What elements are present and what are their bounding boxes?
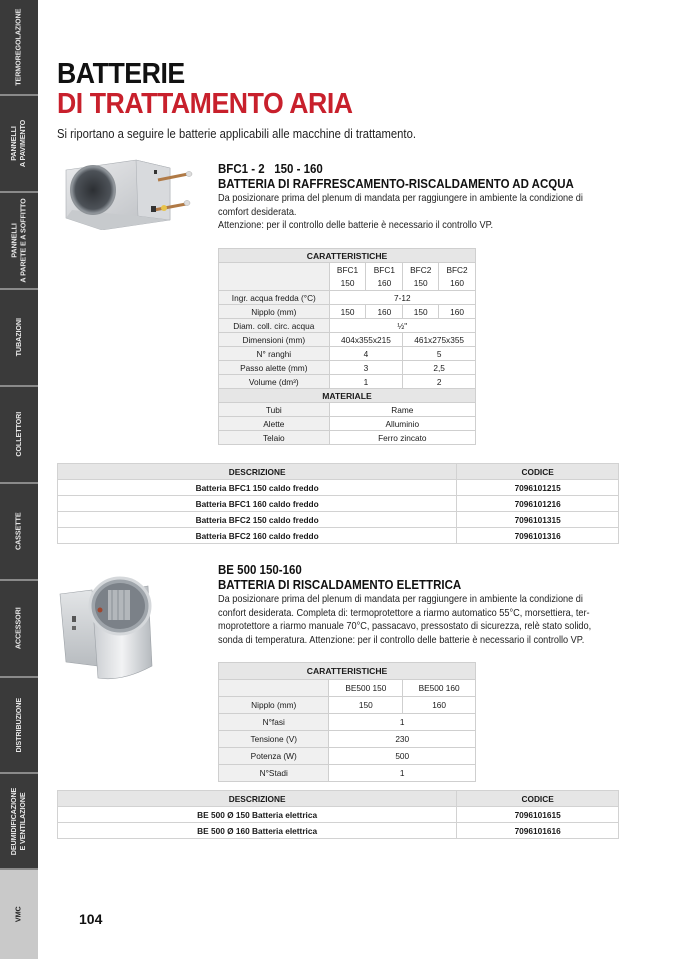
sidebar-tab-line: COLLETTORI	[13, 412, 23, 457]
spec-row-label: Passo alette (mm)	[219, 361, 330, 375]
codes-row-description: Batteria BFC2 160 caldo freddo	[58, 528, 457, 544]
material-row	[219, 431, 476, 445]
sidebar-tab-label	[15, 8, 24, 85]
page-number: 104	[79, 911, 103, 927]
sidebar-tab-deumidificazione[interactable]	[0, 774, 38, 870]
spec-table-corner	[219, 263, 330, 291]
sidebar-tab-cassette[interactable]	[0, 484, 38, 581]
product2-description-line: moprotettore a riarmo manuale 70°C, passacavo, pressostato di sicurezza, relè stato solido,	[218, 621, 592, 632]
sidebar-tab-line: CASSETTE	[13, 512, 23, 551]
product1-name: BATTERIA DI RAFFRESCAMENTO-RISCALDAMENTO AD ACQUA	[218, 177, 574, 191]
spec-column-header	[329, 263, 366, 291]
product2-description-line: confort desiderata. Completa di: termoprotettore a riarmo automatico 55°C, morsettiera, ter-	[218, 607, 590, 619]
electric-heater-image	[52, 566, 160, 684]
codes-header-code: CODICE	[457, 791, 619, 807]
spec-row-value: 150	[403, 305, 439, 319]
sidebar-tab-accessori[interactable]	[0, 581, 38, 678]
spec-column-header: BE500 150	[329, 680, 403, 697]
product2-codes-table	[57, 790, 619, 839]
sidebar-tab-label	[11, 120, 28, 167]
spec-row	[219, 714, 476, 731]
spec-row-value: 150	[329, 697, 403, 714]
codes-header-description: DESCRIZIONE	[58, 464, 457, 480]
material-row-value: Alluminio	[329, 417, 475, 431]
water-coil-icon	[58, 158, 194, 230]
product2-header	[218, 563, 658, 647]
product1-description-line: comfort desiderata.	[218, 206, 297, 218]
column-size: 150	[340, 277, 355, 288]
spec-row-value: 1	[329, 714, 476, 731]
sidebar-tab-line: TERMOREGOLAZIONE	[13, 8, 23, 86]
page-title-line1: BATTERIE	[57, 58, 185, 90]
spec-row-label: N°fasi	[219, 714, 329, 731]
codes-row-code: 7096101615	[457, 807, 619, 823]
codes-row-description: BE 500 Ø 150 Batteria elettrica	[58, 807, 457, 823]
sidebar-tab-line: E VENTILAZIONE	[18, 791, 28, 851]
codes-row	[58, 480, 619, 496]
spec-row-value: 7-12	[329, 291, 475, 305]
material-row-label: Telaio	[219, 431, 330, 445]
product1-spec-table	[218, 248, 476, 445]
codes-row-description: Batteria BFC1 160 caldo freddo	[58, 496, 457, 512]
spec-row-value: 461x275x355	[403, 333, 476, 347]
sidebar-tab-label	[15, 318, 24, 356]
product2-code: BE 500 150-160	[218, 563, 302, 577]
codes-row	[58, 807, 619, 823]
sidebar-tab-label	[15, 608, 24, 650]
sidebar-nav	[0, 0, 38, 959]
codes-row	[58, 496, 619, 512]
spec-row-value: 404x355x215	[329, 333, 403, 347]
spec-row-value: 4	[329, 347, 403, 361]
column-size: 160	[450, 277, 464, 288]
codes-row-code: 7096101216	[457, 496, 619, 512]
spec-row	[219, 333, 476, 347]
spec-row-value: 160	[403, 697, 476, 714]
codes-row-code: 7096101316	[457, 528, 619, 544]
spec-row-label: Ingr. acqua fredda (°C)	[219, 291, 330, 305]
codes-header-description: DESCRIZIONE	[58, 791, 457, 807]
sidebar-tab-line: DEUMIDIFICAZIONE	[9, 787, 19, 855]
product2-description-line: Da posizionare prima del plenum di mandata per raggiungere in ambiente la condizione di	[218, 594, 583, 605]
sidebar-tab-line: ACCESSORI	[13, 607, 23, 650]
spec-row-label: Diam. coll. circ. acqua	[219, 319, 330, 333]
column-model: BFC2	[446, 265, 468, 275]
spec-row	[219, 765, 476, 782]
sidebar-tab-label	[15, 513, 24, 551]
spec-row-label: Nipplo (mm)	[219, 305, 330, 319]
product1-code: BFC1 - 2 150 - 160	[218, 162, 323, 176]
spec-row-value: ½"	[329, 319, 475, 333]
spec-row-value: 1	[329, 375, 403, 389]
codes-header-code: CODICE	[457, 464, 619, 480]
codes-row	[58, 823, 619, 839]
intro-text: Si riportano a seguire le batterie applicabili alle macchine di trattamento.	[57, 127, 416, 141]
sidebar-tab-label	[11, 198, 28, 282]
product2-description	[218, 593, 614, 647]
spec-row-label: Volume (dm³)	[219, 375, 330, 389]
column-model: BFC1	[336, 265, 359, 275]
spec-row-label: N°Stadi	[219, 765, 329, 782]
spec-row-value: 3	[329, 361, 403, 375]
spec-row-value: 150	[329, 305, 366, 319]
spec-column-header	[366, 263, 403, 291]
codes-row-description: Batteria BFC1 150 caldo freddo	[58, 480, 457, 496]
codes-row-description: BE 500 Ø 160 Batteria elettrica	[58, 823, 457, 839]
column-size: 150	[413, 277, 428, 288]
spec-row	[219, 347, 476, 361]
sidebar-tab-line: A PAVIMENTO	[18, 119, 28, 168]
sidebar-tab-vmc[interactable]	[0, 870, 38, 959]
spec-row-value: 1	[329, 765, 476, 782]
sidebar-tab-pannelli-parete[interactable]	[0, 193, 38, 290]
material-row	[219, 417, 476, 431]
spec-column-header: BE500 160	[403, 680, 476, 697]
product2-spec-table	[218, 662, 476, 782]
product2-name: BATTERIA DI RISCALDAMENTO ELETTRICA	[218, 578, 462, 592]
sidebar-tab-label	[11, 787, 28, 854]
material-row-label: Tubi	[219, 403, 330, 417]
spec-row	[219, 748, 476, 765]
spec-column-header	[439, 263, 476, 291]
sidebar-tab-line: DISTRIBUZIONE	[13, 697, 23, 753]
material-table-header: MATERIALE	[219, 389, 476, 403]
codes-row	[58, 512, 619, 528]
sidebar-tab-line: PANNELLI	[9, 223, 19, 258]
spec-row-value: 500	[329, 748, 476, 765]
spec-row-value: 2,5	[403, 361, 476, 375]
sidebar-tab-termoregolazione[interactable]	[0, 0, 38, 96]
column-model: BFC1	[373, 265, 395, 275]
codes-row-code: 7096101616	[457, 823, 619, 839]
sidebar-tab-distribuzione[interactable]	[0, 678, 38, 774]
sidebar-tab-label	[15, 412, 24, 457]
codes-row-code: 7096101315	[457, 512, 619, 528]
material-row	[219, 403, 476, 417]
spec-row-label: Nipplo (mm)	[219, 697, 329, 714]
spec-row-value: 230	[329, 731, 476, 748]
sidebar-tab-line: TUBAZIONI	[13, 318, 23, 357]
spec-row-value: 160	[366, 305, 403, 319]
sidebar-tab-tubazioni[interactable]	[0, 290, 38, 387]
product1-description	[218, 192, 614, 233]
water-coil-image	[58, 158, 194, 230]
spec-table-corner	[219, 680, 329, 697]
sidebar-tab-line: A PARETE E A SOFFITTO	[18, 198, 28, 283]
spec-row	[219, 361, 476, 375]
page-title-line2: DI TRATTAMENTO ARIA	[57, 88, 353, 120]
sidebar-tab-label	[15, 698, 24, 753]
codes-row-description: Batteria BFC2 150 caldo freddo	[58, 512, 457, 528]
sidebar-tab-line: PANNELLI	[9, 126, 19, 161]
spec-column-header	[403, 263, 439, 291]
codes-row-code: 7096101215	[457, 480, 619, 496]
spec-row	[219, 319, 476, 333]
material-row-label: Alette	[219, 417, 330, 431]
product2-description-line: sonda di temperatura. Attenzione: per il controllo delle batterie è necessario il controllo VP.	[218, 634, 585, 646]
electric-heater-icon	[52, 566, 160, 684]
sidebar-tab-pannelli-pavimento[interactable]	[0, 96, 38, 193]
spec-row-label: Potenza (W)	[219, 748, 329, 765]
product1-description-line: Attenzione: per il controllo delle batterie è necessario il controllo VP.	[218, 220, 494, 231]
material-row-value: Ferro zincato	[329, 431, 475, 445]
spec-row	[219, 731, 476, 748]
sidebar-tab-label	[15, 907, 24, 923]
material-row-value: Rame	[329, 403, 475, 417]
spec-row-value: 160	[439, 305, 476, 319]
spec-table-header: CARATTERISTICHE	[219, 663, 476, 680]
spec-row	[219, 375, 476, 389]
spec-row	[219, 697, 476, 714]
spec-row-label: Tensione (V)	[219, 731, 329, 748]
column-size: 160	[377, 277, 392, 288]
spec-row-value: 5	[403, 347, 476, 361]
spec-row-label: Dimensioni (mm)	[219, 333, 330, 347]
codes-row	[58, 528, 619, 544]
product1-header	[218, 162, 658, 233]
spec-row-label: N° ranghi	[219, 347, 330, 361]
product1-codes-table	[57, 463, 619, 544]
spec-row	[219, 291, 476, 305]
product1-description-line: Da posizionare prima del plenum di mandata per raggiungere in ambiente la condizione di	[218, 193, 583, 204]
sidebar-tab-collettori[interactable]	[0, 387, 38, 484]
sidebar-tab-line: VMC	[13, 906, 23, 923]
spec-row-value: 2	[403, 375, 476, 389]
spec-row	[219, 305, 476, 319]
spec-table-header: CARATTERISTICHE	[219, 249, 476, 263]
column-model: BFC2	[410, 265, 432, 275]
